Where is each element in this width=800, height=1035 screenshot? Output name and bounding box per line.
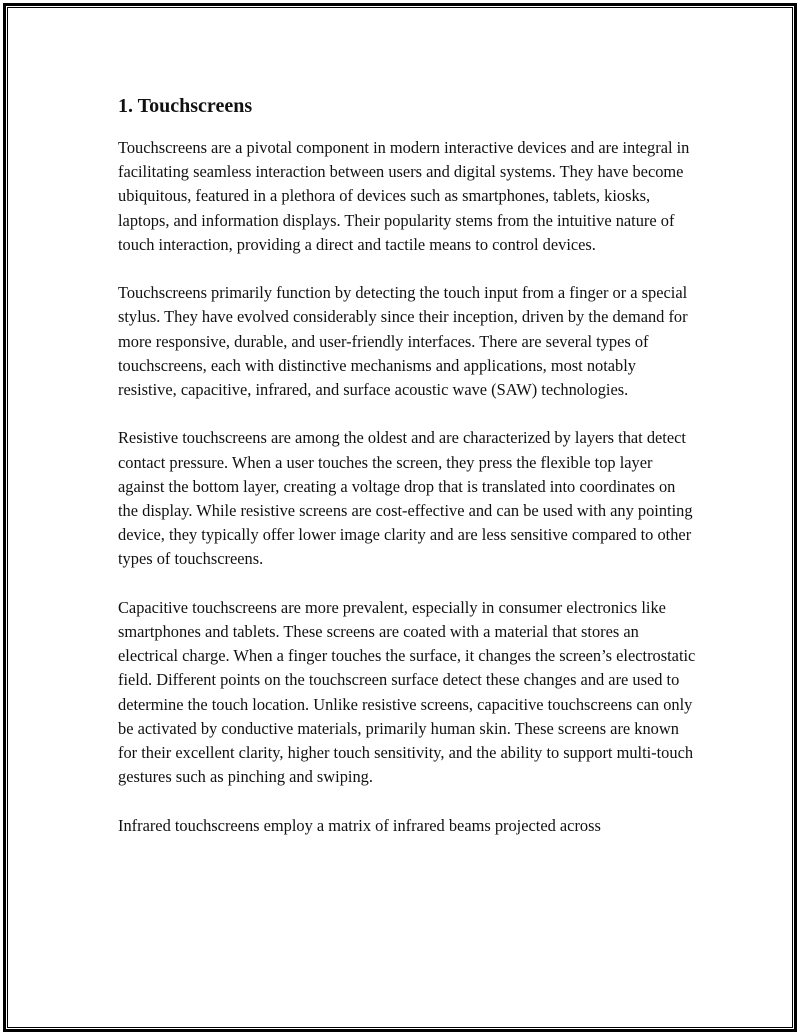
paragraph-capacitive: Capacitive touchscreens are more prevalent, especially in consumer electronics like smartphones and tablets. These screens are coated with a material that stores an electrical charge. When a finger touches the surface, it changes the screen’s electrostatic field. Different points on the touchscreen surface detect these changes and are used to determine the touch location. Unlike resistive screens, capacitive touchscreens can only be activated by conductive materials, primarily human skin. These screens are known for their excellent clarity, higher touch sensitivity, and the ability to support multi-touch gestures such as pinching and swiping. bbox=[118, 597, 696, 787]
paragraph-intro: Touchscreens are a pivotal component in modern interactive devices and are integral in facilitating seamless interaction between users and digital systems. They have become ubiquitous, featured in a plethora of devices such as smartphones, tablets, kiosks, laptops, and information displays. Their popularity stems from the intuitive nature of touch interaction, providing a direct and tactile means to control devices. bbox=[118, 138, 690, 254]
paragraph-infrared: Infrared touchscreens employ a matrix of infrared beams projected across bbox=[118, 815, 601, 835]
section-heading: 1. Touchscreens bbox=[118, 95, 253, 117]
paragraph-resistive: Resistive touchscreens are among the oldest and are characterized by layers that detect contact pressure. When a user touches the screen, they press the flexible top layer against the bottom layer, creating a voltage drop that is translated into coordinates on the display. While resistive screens are cost-effective and can be used with any pointing device, they typically offer lower image clarity and are less sensitive compared to other types of touchscreens. bbox=[118, 428, 693, 569]
document-body bbox=[118, 92, 698, 862]
paragraph-function: Touchscreens primarily function by detecting the touch input from a finger or a special stylus. They have evolved considerably since their inception, driven by the demand for more responsive, durable, and user-friendly interfaces. There are several types of touchscreens, each with distinctive mechanisms and applications, most notably resistive, capacitive, infrared, and surface acoustic wave (SAW) technologies. bbox=[118, 283, 688, 400]
